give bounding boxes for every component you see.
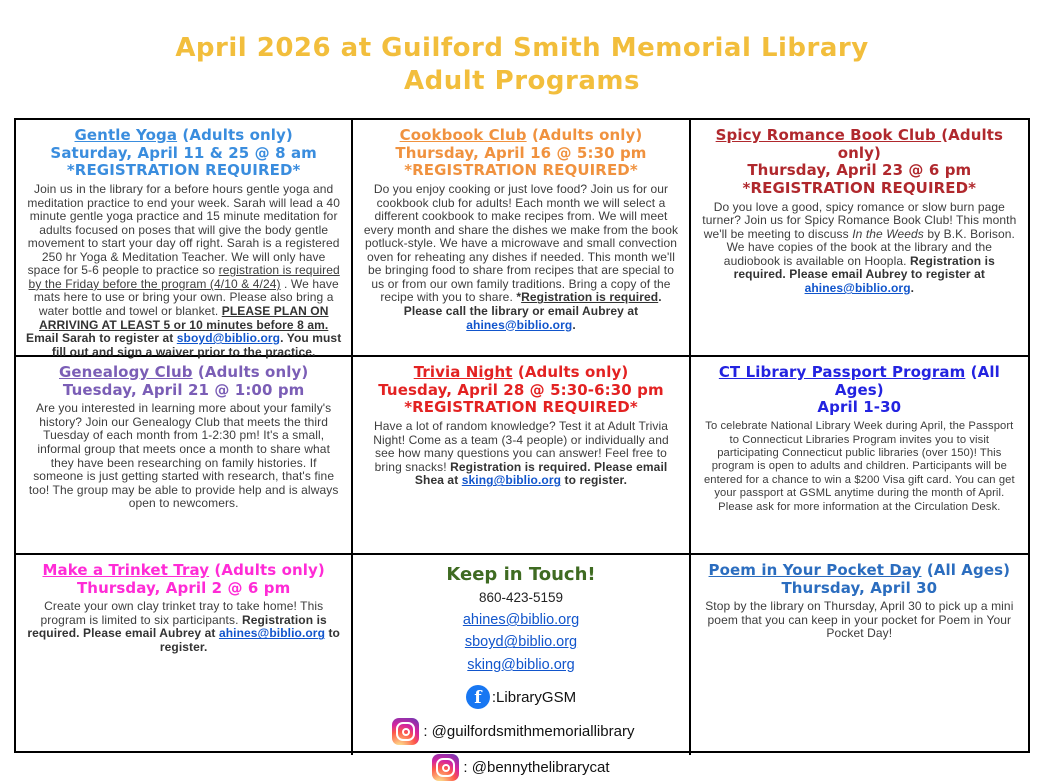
gentle-yoga-header — [25, 127, 342, 180]
text-segment: . We have mats here to use or bring your own. Please also bring a water bottle and towel or blanket. — [33, 276, 339, 318]
header-line — [700, 180, 1019, 198]
text-segment: Registration is required — [521, 290, 659, 305]
text-segment: CT Library Passport Program — [718, 363, 966, 381]
header-line — [25, 580, 342, 598]
text-segment: To celebrate National Library Week during April, the Passport to Connecticut Libraries Program invites you to visit participating Connecticut public libraries (over 150)! This program is open to adults and children. Participants will be entered for a chance to win a $200 Visa gift card. You can get your passport at GSML anytime during the month of April. Please ask for more information at the Circulation Desk. — [703, 420, 1015, 513]
text-segment: Genealogy Club — [58, 363, 193, 381]
text-segment: PLEASE PLAN ON ARRIVING AT LEAST 5 or 10 minutes before 8 am. — [39, 303, 329, 332]
header-line — [700, 562, 1019, 580]
instagram-icon — [432, 754, 459, 781]
email-link[interactable]: sboyd@biblio.org — [176, 331, 281, 346]
program-cell-genealogy-club — [16, 357, 353, 555]
text-segment: * — [516, 290, 522, 305]
text-segment: . — [910, 281, 915, 296]
text-segment: Do you enjoy cooking or just love food? Join us for our cookbook club for adults! Each month we will select a different cookbook to make recipes from. We will meet every month and share the dishes we make from the book potluck-style. We have a microwave and small convection oven for reheating any dishes if needed. This month we'll be bringing food to share from recipes that are special to us or from our own family traditions. Bring a copy of the recipe with you to share. — [363, 182, 679, 305]
text-segment: Saturday, April 11 & 25 @ 8 am — [50, 143, 317, 162]
poem-pocket-header — [700, 562, 1019, 597]
header-line — [362, 382, 679, 400]
text-segment: Thursday, April 23 @ 6 pm — [747, 161, 972, 180]
header-line — [25, 127, 342, 145]
text-segment: Make a Trinket Tray — [42, 561, 210, 579]
email-link-sboyd[interactable]: sboyd@biblio.org — [464, 634, 578, 651]
text-segment: . You must fill out and sign a waiver prior to the practice. — [51, 331, 342, 359]
email-link[interactable]: ahines@biblio.org — [466, 317, 573, 332]
text-segment: Stop by the library on Thursday, April 30 to pick up a mini poem that you can keep in your pocket for Poem in Your Pocket Day! — [705, 599, 1014, 641]
trivia-night-header — [362, 364, 679, 417]
program-cell-ct-passport — [691, 357, 1028, 555]
email-link[interactable]: ahines@biblio.org — [804, 281, 911, 296]
phone-number: 860-423-5159 — [478, 590, 564, 605]
text-segment: *REGISTRATION REQUIRED* — [742, 179, 977, 198]
program-grid — [14, 118, 1030, 777]
text-segment: Thursday, April 16 @ 5:30 pm — [395, 143, 647, 162]
text-segment: (Adults only) — [192, 363, 309, 381]
header-line — [700, 580, 1019, 598]
text-segment: Email Sarah to register at — [26, 331, 177, 346]
program-cell-trivia-night — [353, 357, 690, 555]
email-link-sking[interactable]: sking@biblio.org — [467, 656, 575, 673]
trivia-night-description — [362, 420, 679, 488]
keep-in-touch-cell — [353, 555, 690, 777]
header-line — [25, 162, 342, 180]
text-segment: Poem in Your Pocket Day — [708, 561, 922, 579]
header-line — [362, 145, 679, 163]
text-segment: Create your own clay trinket tray to take home! This program is limited to six participants. — [40, 599, 324, 627]
instagram-handle-library: : @guilfordsmithmemoriallibrary — [423, 723, 635, 741]
text-segment: (Adults only) — [209, 561, 325, 579]
text-segment: to register. — [159, 626, 340, 655]
instagram-row-cat — [362, 754, 679, 781]
instagram-icon — [392, 718, 419, 745]
text-segment: Have a lot of random knowledge? Test it at Adult Trivia Night! Come as a team (3-4 people) or individually and see how many questions you can answer! Feel free to bring snacks! — [373, 419, 669, 474]
header-line — [700, 162, 1019, 180]
text-segment: Do you love a good, spicy romance or slow burn page turner? Join us for Spicy Romance Book Club! This month we'll be meeting to discuss — [702, 199, 1017, 241]
gentle-yoga-description — [25, 183, 342, 359]
text-segment: Trivia Night — [413, 363, 513, 381]
email-link[interactable]: ahines@biblio.org — [218, 626, 326, 641]
text-segment: *REGISTRATION REQUIRED* — [404, 161, 638, 180]
text-segment: . Please call the library or email Aubrey at — [403, 290, 662, 318]
header-line — [362, 399, 679, 417]
program-cell-trinket-tray — [16, 555, 353, 755]
genealogy-club-header — [25, 364, 342, 399]
facebook-row — [362, 685, 679, 709]
header-line — [700, 127, 1019, 162]
genealogy-club-description — [25, 402, 342, 510]
text-segment: (All Ages) — [921, 561, 1011, 579]
header-line — [362, 364, 679, 382]
header-line — [25, 364, 342, 382]
instagram-handle-cat: : @bennythelibrarycat — [463, 759, 610, 777]
text-segment: by B.K. Borison. We have copies of the book at the library and the audiobook is available on Hoopla. — [723, 226, 1015, 268]
text-segment: Gentle Yoga — [74, 126, 178, 144]
spicy-romance-header — [700, 127, 1019, 198]
text-segment: . — [572, 317, 576, 332]
text-segment: Tuesday, April 28 @ 5:30-6:30 pm — [378, 380, 664, 399]
text-segment: Thursday, April 30 — [781, 578, 938, 597]
text-segment: (Adults only) — [177, 126, 293, 144]
text-segment: Registration is required. Please email Aubrey at — [27, 612, 327, 641]
cookbook-club-header — [362, 127, 679, 180]
text-segment: (Adults only) — [837, 126, 1004, 162]
facebook-icon — [466, 685, 490, 709]
header-line — [25, 562, 342, 580]
program-cell-poem-pocket — [691, 555, 1028, 755]
text-segment: Are you interested in learning more about your family's history? Join our Genealogy Club that meets the third Tuesday of each month from 1-2:30 pm! It's a small, informal group that meets once a month to share what they have been researching on family histories. If someone is just getting started with research, that's fine too! The group may be able to provide help and is always open to newcomers. — [28, 401, 339, 511]
program-cell-gentle-yoga — [16, 120, 353, 357]
header-line — [700, 399, 1019, 417]
program-cell-cookbook-club — [353, 120, 690, 357]
text-segment: (All Ages) — [834, 363, 1000, 399]
text-segment: (Adults only) — [526, 126, 643, 144]
text-segment: (Adults only) — [512, 363, 629, 381]
trinket-tray-header — [25, 562, 342, 597]
header-line — [362, 127, 679, 145]
text-segment: Thursday, April 2 @ 6 pm — [76, 578, 291, 597]
ct-passport-header — [700, 364, 1019, 417]
email-list — [362, 609, 679, 676]
text-segment: Tuesday, April 21 @ 1:00 pm — [62, 380, 305, 399]
spicy-romance-description — [700, 201, 1019, 296]
cookbook-club-description — [362, 183, 679, 332]
page-title — [0, 32, 1044, 97]
text-segment: *REGISTRATION REQUIRED* — [66, 161, 301, 180]
header-line — [700, 364, 1019, 399]
instagram-row-library — [362, 718, 679, 745]
ct-passport-description — [700, 420, 1019, 514]
header-line — [25, 382, 342, 400]
text-segment: Join us in the library for a before hours gentle yoga and meditation practice to end your week. Sarah will lead a 40 minute gentle yoga practice and 15 minute meditation for adults focused on poses that will give the body gentle movement to start your day off right. Sarah is a registered 250 hr Yoga & Meditation Teacher. We will only have space for 5-6 people to practice so — [27, 182, 340, 278]
program-cell-spicy-romance — [691, 120, 1028, 357]
text-segment: April 1-30 — [817, 398, 902, 417]
page-title-line1: April 2026 at Guilford Smith Memorial Library — [175, 33, 869, 63]
text-segment: Spicy Romance Book Club — [715, 126, 942, 144]
text-segment: Cookbook Club — [399, 126, 527, 144]
email-link-ahines[interactable]: ahines@biblio.org — [462, 612, 580, 628]
page-title-line2: Adult Programs — [404, 65, 640, 96]
text-segment: Registration is required. Please email Shea at — [414, 459, 668, 488]
header-line — [362, 162, 679, 180]
poem-pocket-description — [700, 600, 1019, 641]
keep-in-touch-title: Keep in Touch! — [446, 564, 596, 585]
text-segment: *REGISTRATION REQUIRED* — [404, 398, 638, 417]
facebook-handle: :LibraryGSM — [491, 688, 577, 706]
trinket-tray-description — [25, 600, 342, 654]
email-link[interactable]: sking@biblio.org — [461, 473, 562, 488]
text-segment: Registration is required. Please email Aubrey to register at — [733, 253, 995, 282]
header-line — [25, 145, 342, 163]
text-segment: to register. — [561, 473, 628, 488]
text-segment: registration is required by the Friday before the program (4/10 & 4/24) — [28, 263, 340, 291]
text-segment: In the Weeds — [852, 226, 924, 241]
